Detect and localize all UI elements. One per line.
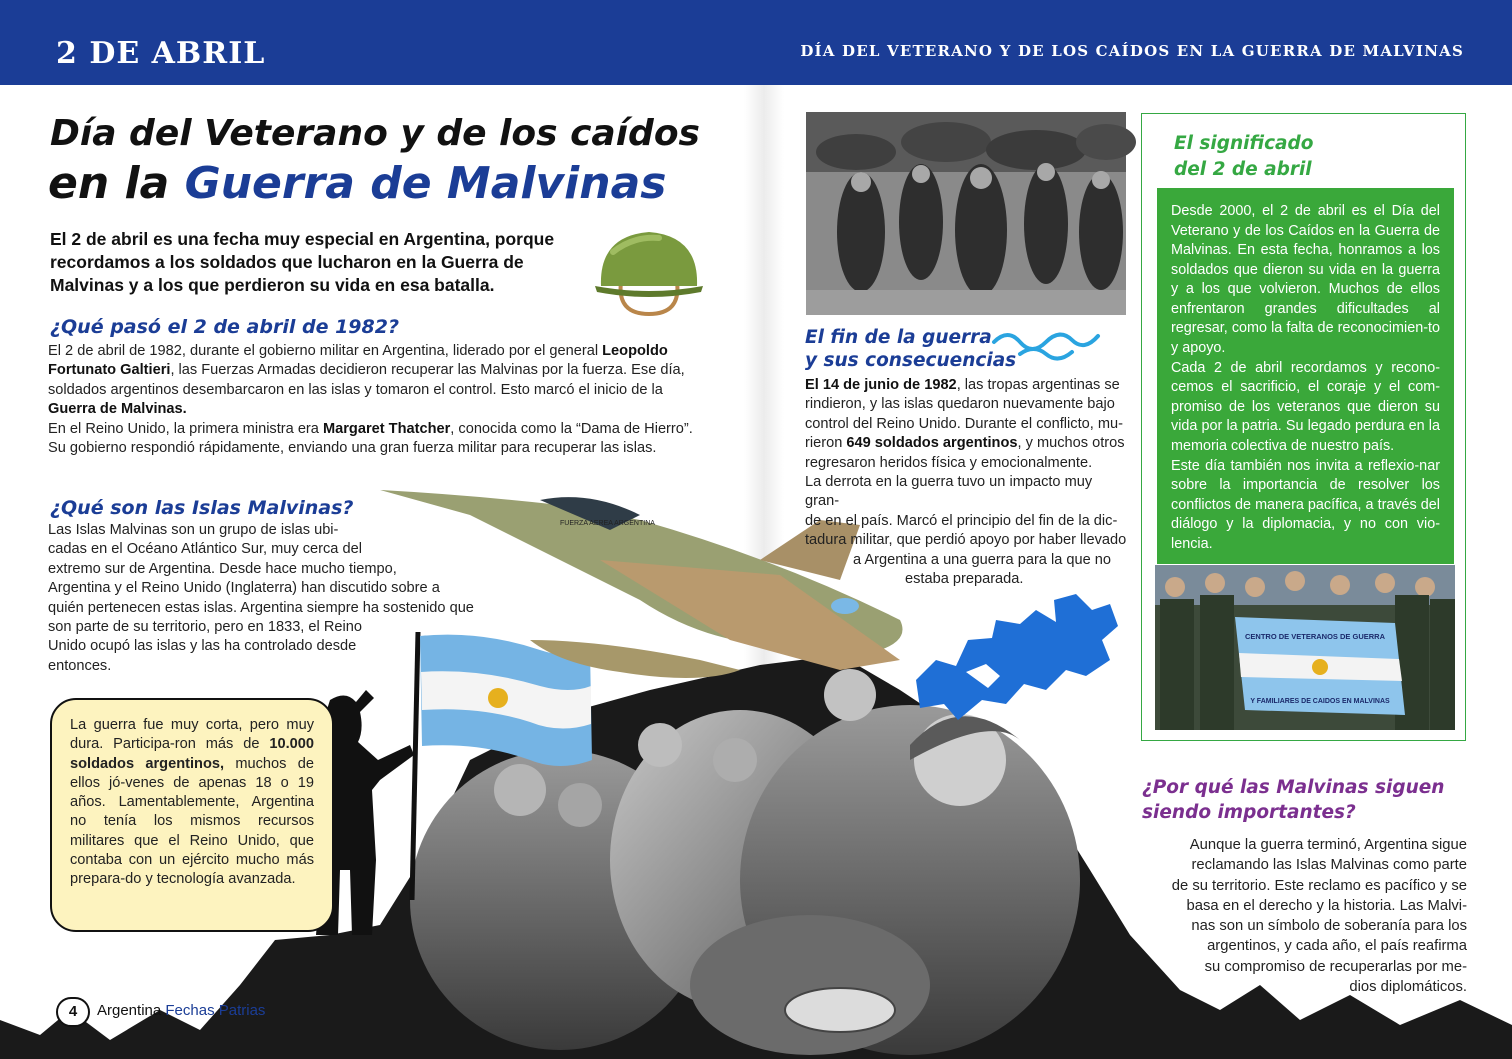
page-title-line2: en la Guerra de Malvinas (48, 158, 667, 209)
text-line: su compromiso de recuperarlas por me- (1204, 958, 1467, 975)
section-heading-1982: ¿Qué pasó el 2 de abril de 1982? (50, 316, 399, 338)
text-line: argentinos, y cada año, el país reafirma (1207, 938, 1467, 955)
text-line: Aunque la guerra terminó, Argentina sigue (1189, 837, 1467, 853)
callout-box: La guerra fue muy corta, pero muy dura. Participa-ron más de 10.000 soldados argentinos, muchos de ellos jó-venes de apenas 18 o 19 años. Lamentablemente, Argentina no tenía los mismos recursos militares que el Reino Unido, que contaba con un ejército mucho más prepara-do y tecnología avanzada. (50, 698, 334, 932)
veterans-banner-photo (1155, 565, 1455, 730)
heading-line: ¿Por qué las Malvinas siguen (1142, 777, 1445, 798)
footer-brand: Argentina Fechas Patrias (97, 1002, 266, 1019)
text-line: tadura militar, que perdió apoyo por haber llevado (805, 532, 1127, 549)
plane-marking: FUERZA AEREA ARGENTINA (560, 520, 655, 527)
text-line: son parte de su territorio, pero en 1833, el Reino (48, 619, 362, 636)
significado-box (1157, 188, 1454, 564)
section-text-fin-guerra (805, 376, 1127, 589)
section-text-importantes (1142, 835, 1467, 997)
text-line: estaba preparada. (905, 571, 1024, 588)
text-line: Unido ocupó las islas y las ha controlado desde (48, 638, 357, 655)
text-line: reclamando las Islas Malvinas como parte (1191, 857, 1467, 874)
section-heading-islas: ¿Qué son las Islas Malvinas? (50, 497, 354, 519)
text-line: extremo sur de Argentina. Desde hace mucho tiempo, (48, 560, 397, 577)
section-heading-fin-guerra (805, 326, 1016, 372)
text-line: cadas en el Océano Atlántico Sur, muy cerca del (48, 541, 362, 558)
text-line: entonces. (48, 657, 112, 674)
text-line: nas son un símbolo de soberanía para los (1191, 918, 1467, 935)
heading-line: El fin de la guerra (805, 327, 992, 348)
page-title-accent: Guerra de Malvinas (184, 158, 667, 209)
paragraph: Este día también nos invita a reflexio-nar sobre la importancia de resolver los conflictos de manera pacífica, a través del diálogo y la diplomacia, y no con vio-lencia. (1171, 457, 1440, 552)
page-title-line1: Día del Veterano y de los caídos (50, 113, 700, 154)
header-subtitle: DÍA DEL VETERANO Y DE LOS CAÍDOS EN LA GUERRA DE MALVINAS (800, 42, 1464, 60)
heading-line: El significado (1174, 133, 1314, 154)
text-line: Las Islas Malvinas son un grupo de islas ubi- (48, 522, 339, 538)
intro-text: El 2 de abril es una fecha muy especial en Argentina, porque recordamos a los soldados que lucharon en la Guerra de Malvinas y a los que perdieron su vida en esa batalla. (50, 229, 555, 296)
paragraph: El 14 de junio de 1982, las tropas argentinas se rindieron, y las islas quedaron nuevamente bajo control del Reino Unido. Durante el conflicto, mu-rieron 649 soldados argentinos, y muchos otros regresaron heridos física y emocionalmente. (805, 377, 1125, 471)
significado-title (1174, 131, 1314, 183)
text-line: a Argentina a una guerra para la que no (853, 551, 1112, 568)
banner-line1: CENTRO DE VETERANOS DE GUERRA (1244, 632, 1386, 641)
paragraph: El 2 de abril de 1982, durante el gobierno militar en Argentina, liderado por el general Leopoldo Fortunato Galtieri, las Fuerzas Armadas decidieron recuperar las Malvinas por la fuerza. Ese día, soldados argentinos desembarcaron en las islas y tomaron el control. Esto marcó el inicio de la Guerra de Malvinas. (48, 343, 685, 418)
text-line: basa en el derecho y la historia. Las Malvi- (1186, 897, 1467, 914)
heading-line: siendo importantes? (1142, 801, 1356, 823)
section-heading-importantes (1142, 776, 1444, 825)
heading-line: y sus consecuencias (805, 350, 1017, 372)
marching-soldiers-photo (806, 112, 1126, 315)
text-line: Argentina y el Reino Unido (Inglaterra) han discutido sobre a (48, 580, 440, 597)
text-line: de su territorio. Este reclamo es pacífico y se (1171, 877, 1467, 894)
paragraph: En el Reino Unido, la primera ministra era Margaret Thatcher, conocida como la “Dama de Hierro”. Su gobierno respondió rápidamente, enviando una gran fuerza militar para recuperar las islas. (48, 420, 693, 457)
text-line: quién pertenecen estas islas. Argentina siempre ha sostenido que (48, 599, 474, 616)
header-date: 2 DE ABRIL (56, 36, 266, 71)
malvinas-map (896, 580, 1126, 730)
paragraph: Cada 2 de abril recordamos y recono-cemos el sacrificio, el coraje y el com-promiso de los veteranos que dieron su vida por la patria. Su legado perdura en la memoria colectiva de nuestro país. (1171, 359, 1440, 454)
page-number: 4 (56, 997, 90, 1027)
text-line: La derrota en la guerra tuvo un impacto muy gran- (805, 474, 1093, 510)
banner-line2: Y FAMILIARES DE CAIDOS EN MALVINAS (1250, 698, 1390, 705)
text-line: dios diplomáticos. (1349, 978, 1467, 995)
heading-line: del 2 de abril (1174, 158, 1312, 180)
text-line: de en el país. Marcó el principio del fin de la dic- (805, 512, 1118, 529)
paragraph: Desde 2000, el 2 de abril es el Día del Veterano y de los Caídos en la Guerra de Malvinas. En esta fecha, honramos a los soldados que dieron su vida en la guerra y a los que volvieron. Muchos de ellos enfrentaron grandes dificultades al regresar, como la falta de reconocimien-to y apoyo. (1171, 203, 1440, 357)
wave-decoration-icon (990, 324, 1110, 364)
